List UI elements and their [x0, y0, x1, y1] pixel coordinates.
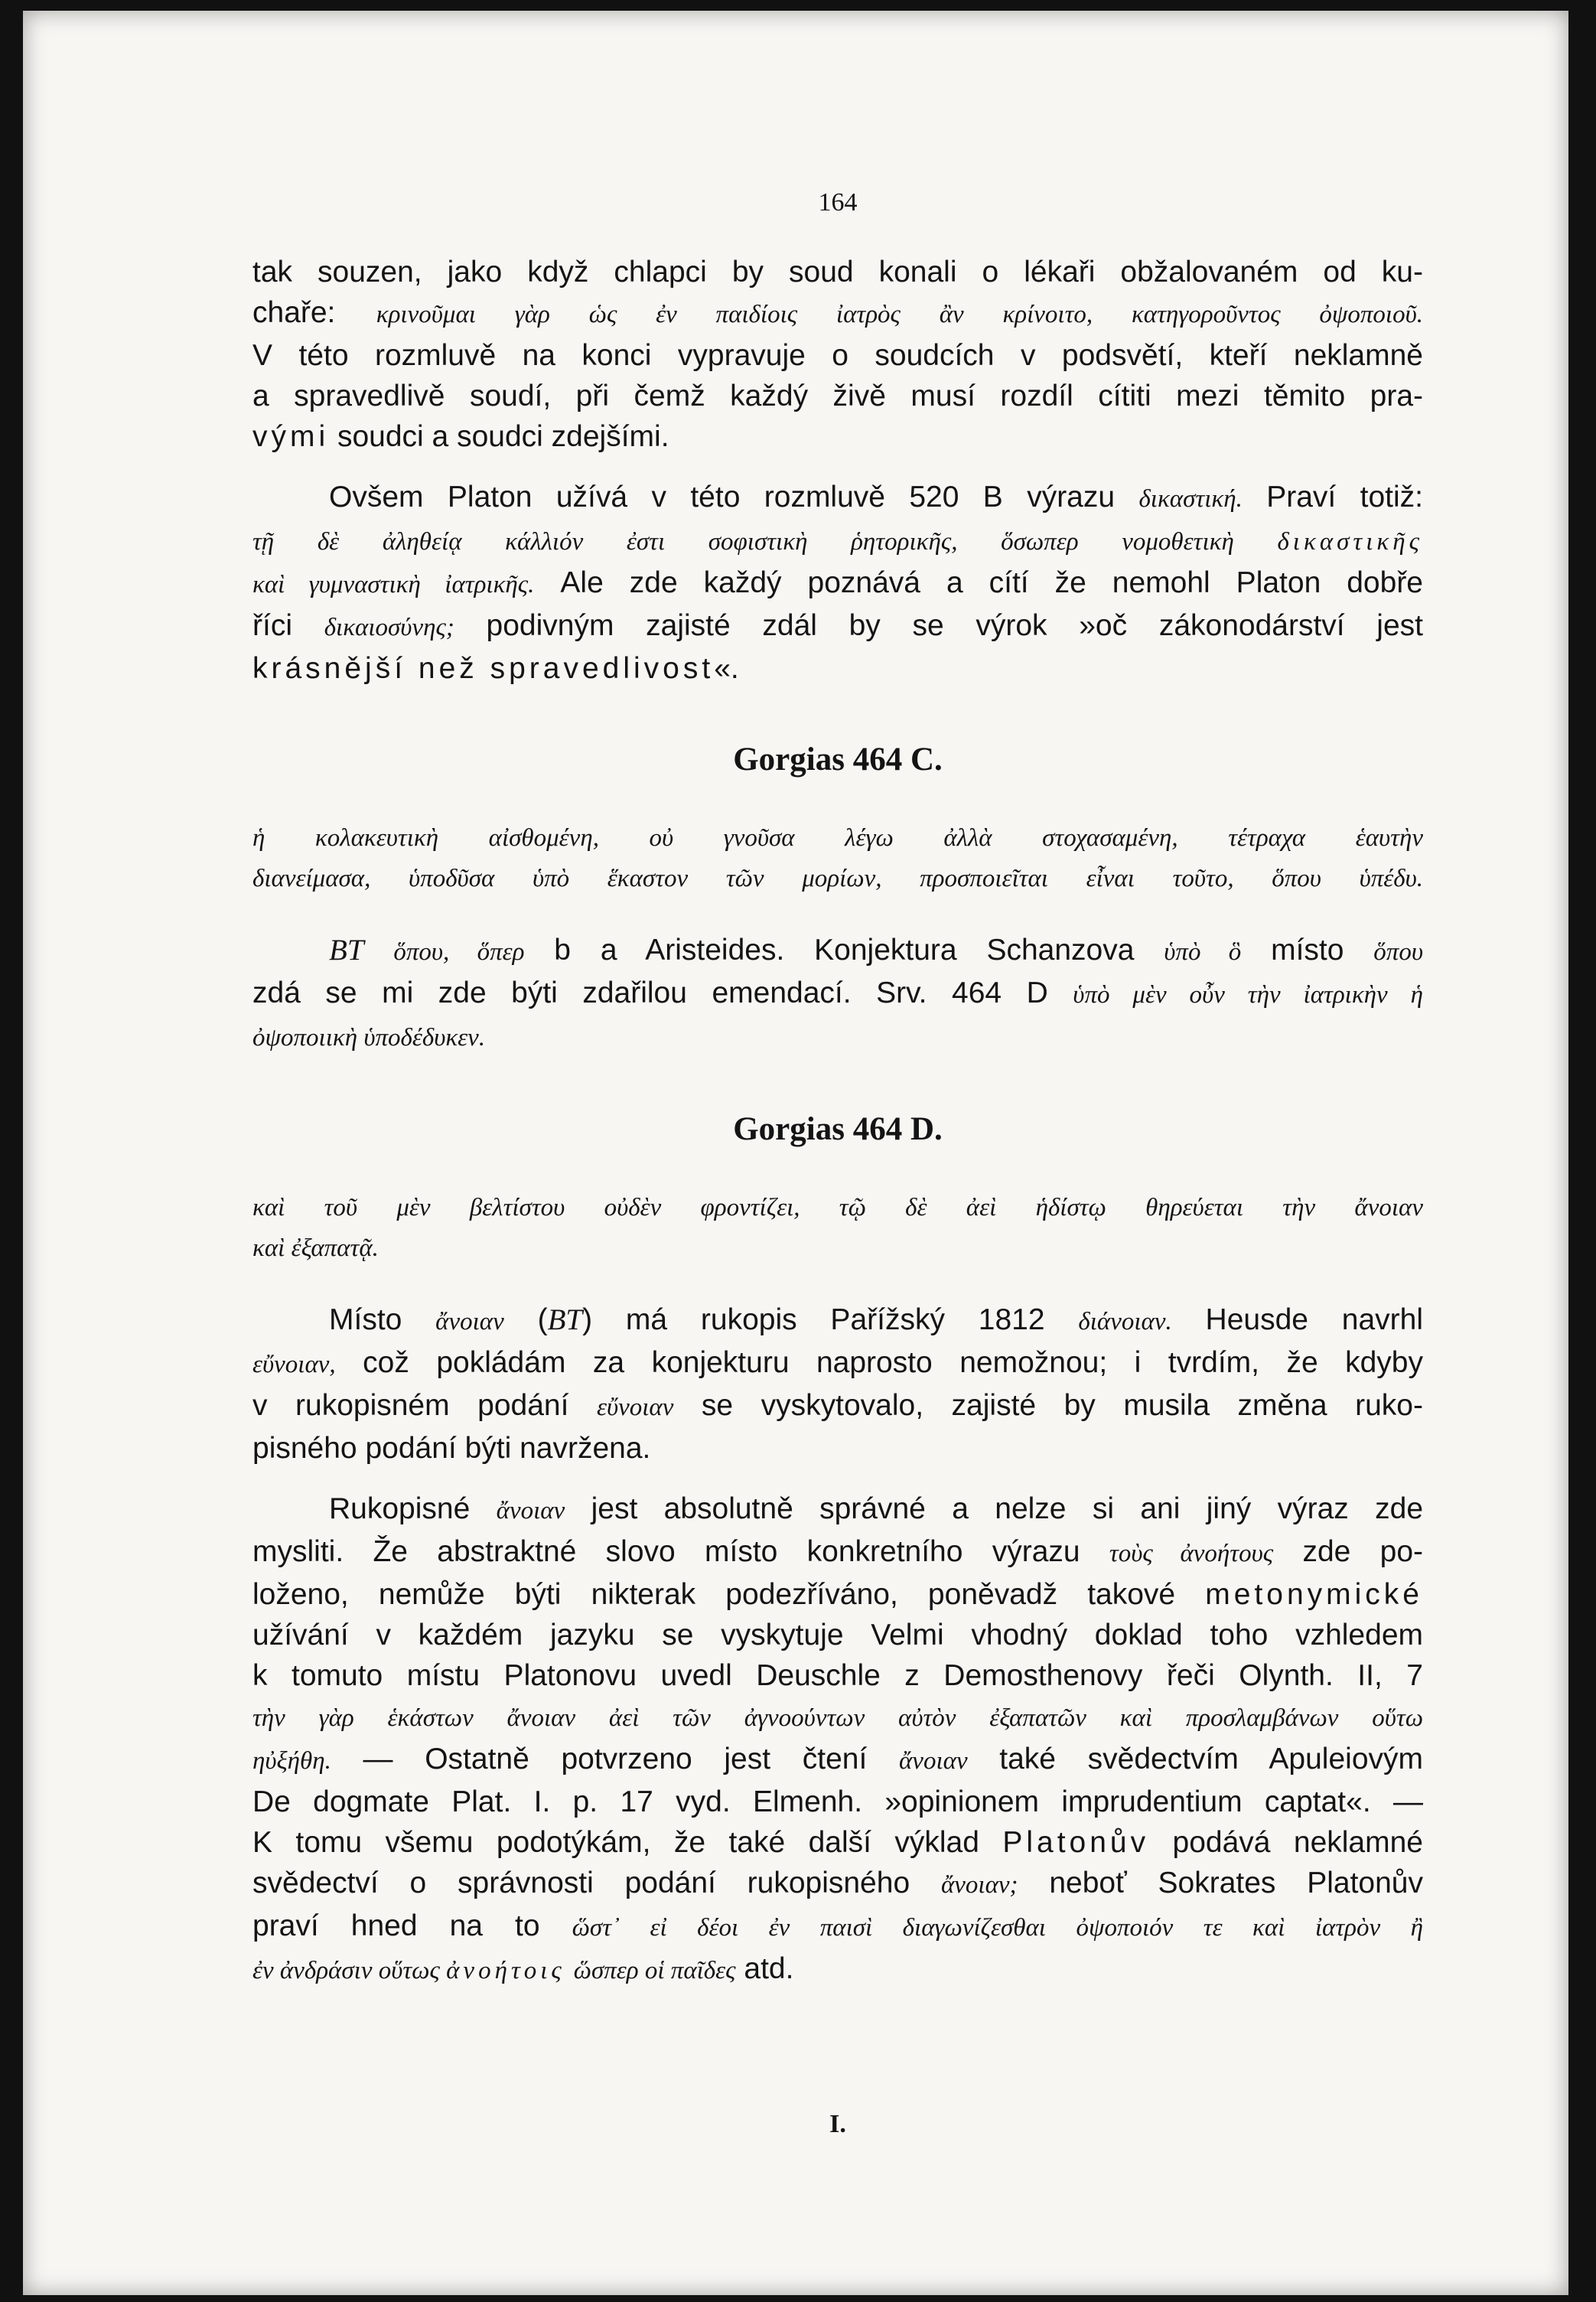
text-line	[252, 1655, 1423, 1696]
spaced-text: vými	[252, 420, 330, 453]
text-line	[252, 335, 1423, 376]
greek-quote: ὥστ᾽ εἰ δέοι ἐν παισὶ διαγωνίζεσθαι ὀψοποιόν τε καὶ ἰατρὸν ἢ	[572, 1914, 1423, 1942]
greek-word: τοὺς ἀνοήτους	[1109, 1540, 1274, 1567]
text-span: podivným zajisté zdál by se výrok »oč zákonodárství jest	[454, 609, 1423, 642]
spaced-text: metonymické	[1205, 1578, 1423, 1611]
spaced-text: krásnější než spravedlivost	[252, 652, 715, 685]
greek-quote: ὑπὸ μὲν οὖν τὴν ἰατρικὴν ἡ	[1073, 981, 1423, 1009]
quote-line: καὶ ἐξαπατᾷ.	[252, 1234, 379, 1262]
quote-line: διανείμασα, ὑποδῦσα ὑπὸ ἕκαστον τῶν μορίων, προσποιεῖται εἶναι τοῦτο, ὅπου ὑπέδυ.	[252, 865, 1423, 892]
text-line	[252, 252, 1423, 292]
greek-word: ἄνοιαν	[898, 1747, 968, 1775]
paragraph-4	[252, 1299, 1423, 1469]
text-span: De dogmate Plat. I. p. 17 vyd. Elmenh. »opinionem imprudentium captat«. —	[252, 1785, 1423, 1818]
text-span: což pokládám za konjekturu naprosto nemožnou; i tvrdím, že kdyby	[335, 1346, 1423, 1379]
text-span: K tomu všemu podotýkám, že také další výklad	[252, 1826, 1003, 1859]
text-span: soudci a soudci zdejšími.	[329, 420, 669, 453]
greek-quote: ὀψοποιικὴ ὑποδέδυκεν.	[252, 1024, 486, 1052]
greek-word: εὔνοιαν,	[252, 1351, 336, 1378]
text-span: zdá se mi zde býti zdařilou emendací. Srv. 464 D	[252, 977, 1073, 1009]
greek-spaced-word: δικαστικῆς	[1277, 528, 1423, 556]
text-line	[252, 562, 1423, 605]
text-line	[252, 1948, 1423, 1991]
text-span: praví hned na to	[252, 1909, 572, 1942]
greek-word: διάνοιαν.	[1078, 1308, 1172, 1335]
text-span: (	[503, 1303, 548, 1336]
section-heading-464d: Gorgias 464 D.	[733, 1111, 943, 1147]
text-span: Praví totiž:	[1242, 481, 1423, 514]
text-span: podává neklamné	[1149, 1826, 1423, 1859]
text-line	[252, 1016, 1423, 1058]
text-span: jest absolutně správné a nelze si ani jiný výraz zde	[565, 1492, 1424, 1525]
text-span: chaře:	[252, 296, 376, 329]
signature-mark: I.	[829, 2110, 846, 2138]
section-heading-464c: Gorgias 464 C.	[733, 742, 943, 778]
text-line	[252, 292, 1423, 335]
manuscript-siglum: BT	[329, 934, 364, 967]
greek-word: εὔνοιαν	[596, 1394, 674, 1421]
text-span: tak souzen, jako když chlapci by soud konali o lékaři obžalovaném od ku-	[252, 256, 1423, 289]
greek-word: ὑπὸ ὃ	[1164, 938, 1242, 966]
text-line	[252, 477, 1423, 520]
greek-word: ὅπου	[1373, 938, 1423, 966]
text-line	[252, 1342, 1423, 1385]
greek-word: δικαστική.	[1138, 485, 1243, 513]
text-span: říci	[252, 609, 324, 642]
text-line	[252, 1574, 1423, 1615]
paragraph-2	[252, 477, 1423, 689]
text-span: b a Aristeides. Konjektura Schanzova	[524, 934, 1164, 967]
page-content	[252, 164, 1424, 2138]
text-span: «.	[714, 652, 739, 685]
text-span: pisného podání býti navržena.	[252, 1432, 651, 1465]
greek-word: δικαιοσύνης;	[324, 614, 454, 641]
manuscript-siglum: BT	[547, 1303, 583, 1336]
text-span: Místo	[329, 1303, 436, 1336]
text-line	[252, 1739, 1423, 1782]
text-span: neboť Sokrates Platonův	[1018, 1867, 1423, 1899]
greek-quote: ἐν ἀνδράσιν οὕτως	[252, 1957, 447, 1984]
text-span: místo	[1241, 934, 1374, 967]
text-line	[252, 1822, 1423, 1863]
text-span: k tomuto místu Platonovu uvedl Deuschle z Demosthenovy řeči Olynth. II, 7	[252, 1659, 1423, 1692]
greek-quote: κρινοῦμαι γὰρ ὡς ἐν παιδίοις ἰατρὸς ἂν κρίνοιτο, κατηγοροῦντος ὀψοποιοῦ.	[376, 301, 1423, 328]
greek-quote: τῇ δὲ ἀληθείᾳ κάλλιόν ἐστι σοφιστικὴ ῥητορικῆς, ὅσωπερ νομοθετικὴ	[252, 528, 1278, 556]
text-line	[252, 1696, 1423, 1739]
page-number: 164	[818, 188, 858, 217]
text-span: Ovšem Platon užívá v této rozmluvě 520 B výrazu	[329, 481, 1139, 514]
greek-quote: καὶ γυμναστικὴ ἰατρικῆς.	[252, 571, 535, 598]
greek-word: ὅπου, ὅπερ	[393, 938, 525, 966]
text-line	[252, 520, 1423, 562]
text-span: atd.	[735, 1952, 794, 1985]
text-line	[252, 973, 1423, 1016]
greek-quote: τὴν γὰρ ἑκάστων ἄνοιαν ἀεὶ τῶν ἀγνοούντων αὐτὸν ἐξαπατῶν καὶ προσλαμβάνων οὕτω	[252, 1704, 1423, 1732]
greek-spaced-word: ἀνοήτοις	[446, 1957, 565, 1984]
text-span: se vyskytovalo, zajisté by musila změna ruko-	[673, 1389, 1423, 1422]
text-line	[252, 1299, 1423, 1342]
text-span: Rukopisné	[329, 1492, 497, 1525]
greek-word: ἄνοιαν	[496, 1497, 565, 1524]
text-line	[252, 605, 1423, 648]
book-page	[23, 11, 1568, 2295]
text-line	[252, 930, 1423, 973]
text-span: také svědectvím Apuleiovým	[967, 1743, 1423, 1775]
text-line	[252, 1782, 1423, 1822]
text-span: v rukopisném podání	[252, 1389, 597, 1422]
spaced-text: Platonův	[1002, 1826, 1150, 1859]
text-span: mysliti. Že abstraktné slovo místo konkretního výrazu	[252, 1535, 1109, 1568]
quote-line: καὶ τοῦ μὲν βελτίστου οὐδὲν φροντίζει, τῷ δὲ ἀεὶ ἡδίστῳ θηρεύεται τὴν ἄνοιαν	[252, 1194, 1423, 1221]
quote-line: ἡ κολακευτικὴ αἰσθομένη, οὐ γνοῦσα λέγω ἀλλὰ στοχασαμένη, τέτραχα ἑαυτὴν	[252, 824, 1423, 852]
greek-block-quote-1	[252, 818, 1423, 899]
text-span: zde po-	[1273, 1535, 1423, 1568]
text-line	[252, 1428, 1423, 1469]
text-span: Ale zde každý poznává a cítí že nemohl Platon dobře	[534, 566, 1423, 599]
text-span: loženo, nemůže býti nikterak podezříváno, poněvadž takové	[252, 1578, 1206, 1611]
text-line	[252, 1906, 1423, 1948]
greek-word: ηὐξήθη.	[252, 1747, 331, 1775]
text-line	[252, 1531, 1423, 1574]
text-span: užívání v každém jazyku se vyskytuje Velmi vhodný doklad toho vzhledem	[252, 1619, 1423, 1652]
text-line	[252, 1488, 1423, 1531]
text-span: svědectví o správnosti podání rukopisného	[252, 1867, 941, 1899]
text-line	[252, 416, 1423, 457]
text-line	[252, 1385, 1423, 1428]
paragraph-1	[252, 252, 1423, 457]
text-span: a spravedlivě soudí, při čemž každý živě musí rozdíl cítiti mezi těmito pra-	[252, 380, 1423, 412]
greek-word: ἄνοιαν	[435, 1308, 504, 1335]
text-line	[252, 376, 1423, 416]
greek-block-quote-2	[252, 1188, 1423, 1269]
text-line	[252, 648, 1423, 689]
text-span: V této rozmluvě na konci vypravuje o soudcích v podsvětí, kteří neklamně	[252, 339, 1423, 372]
text-span: Heusde navrhl	[1171, 1303, 1424, 1336]
greek-word: ἄνοιαν;	[940, 1871, 1018, 1899]
text-span: — Ostatně potvrzeno jest čtení	[331, 1743, 899, 1775]
greek-quote: ὥσπερ οἱ παῖδες	[573, 1957, 736, 1984]
text-line	[252, 1863, 1423, 1906]
paragraph-5	[252, 1488, 1423, 1991]
text-span: ) má rukopis Pařížský 1812	[582, 1303, 1079, 1336]
paragraph-3	[252, 930, 1423, 1058]
text-line	[252, 1615, 1423, 1655]
